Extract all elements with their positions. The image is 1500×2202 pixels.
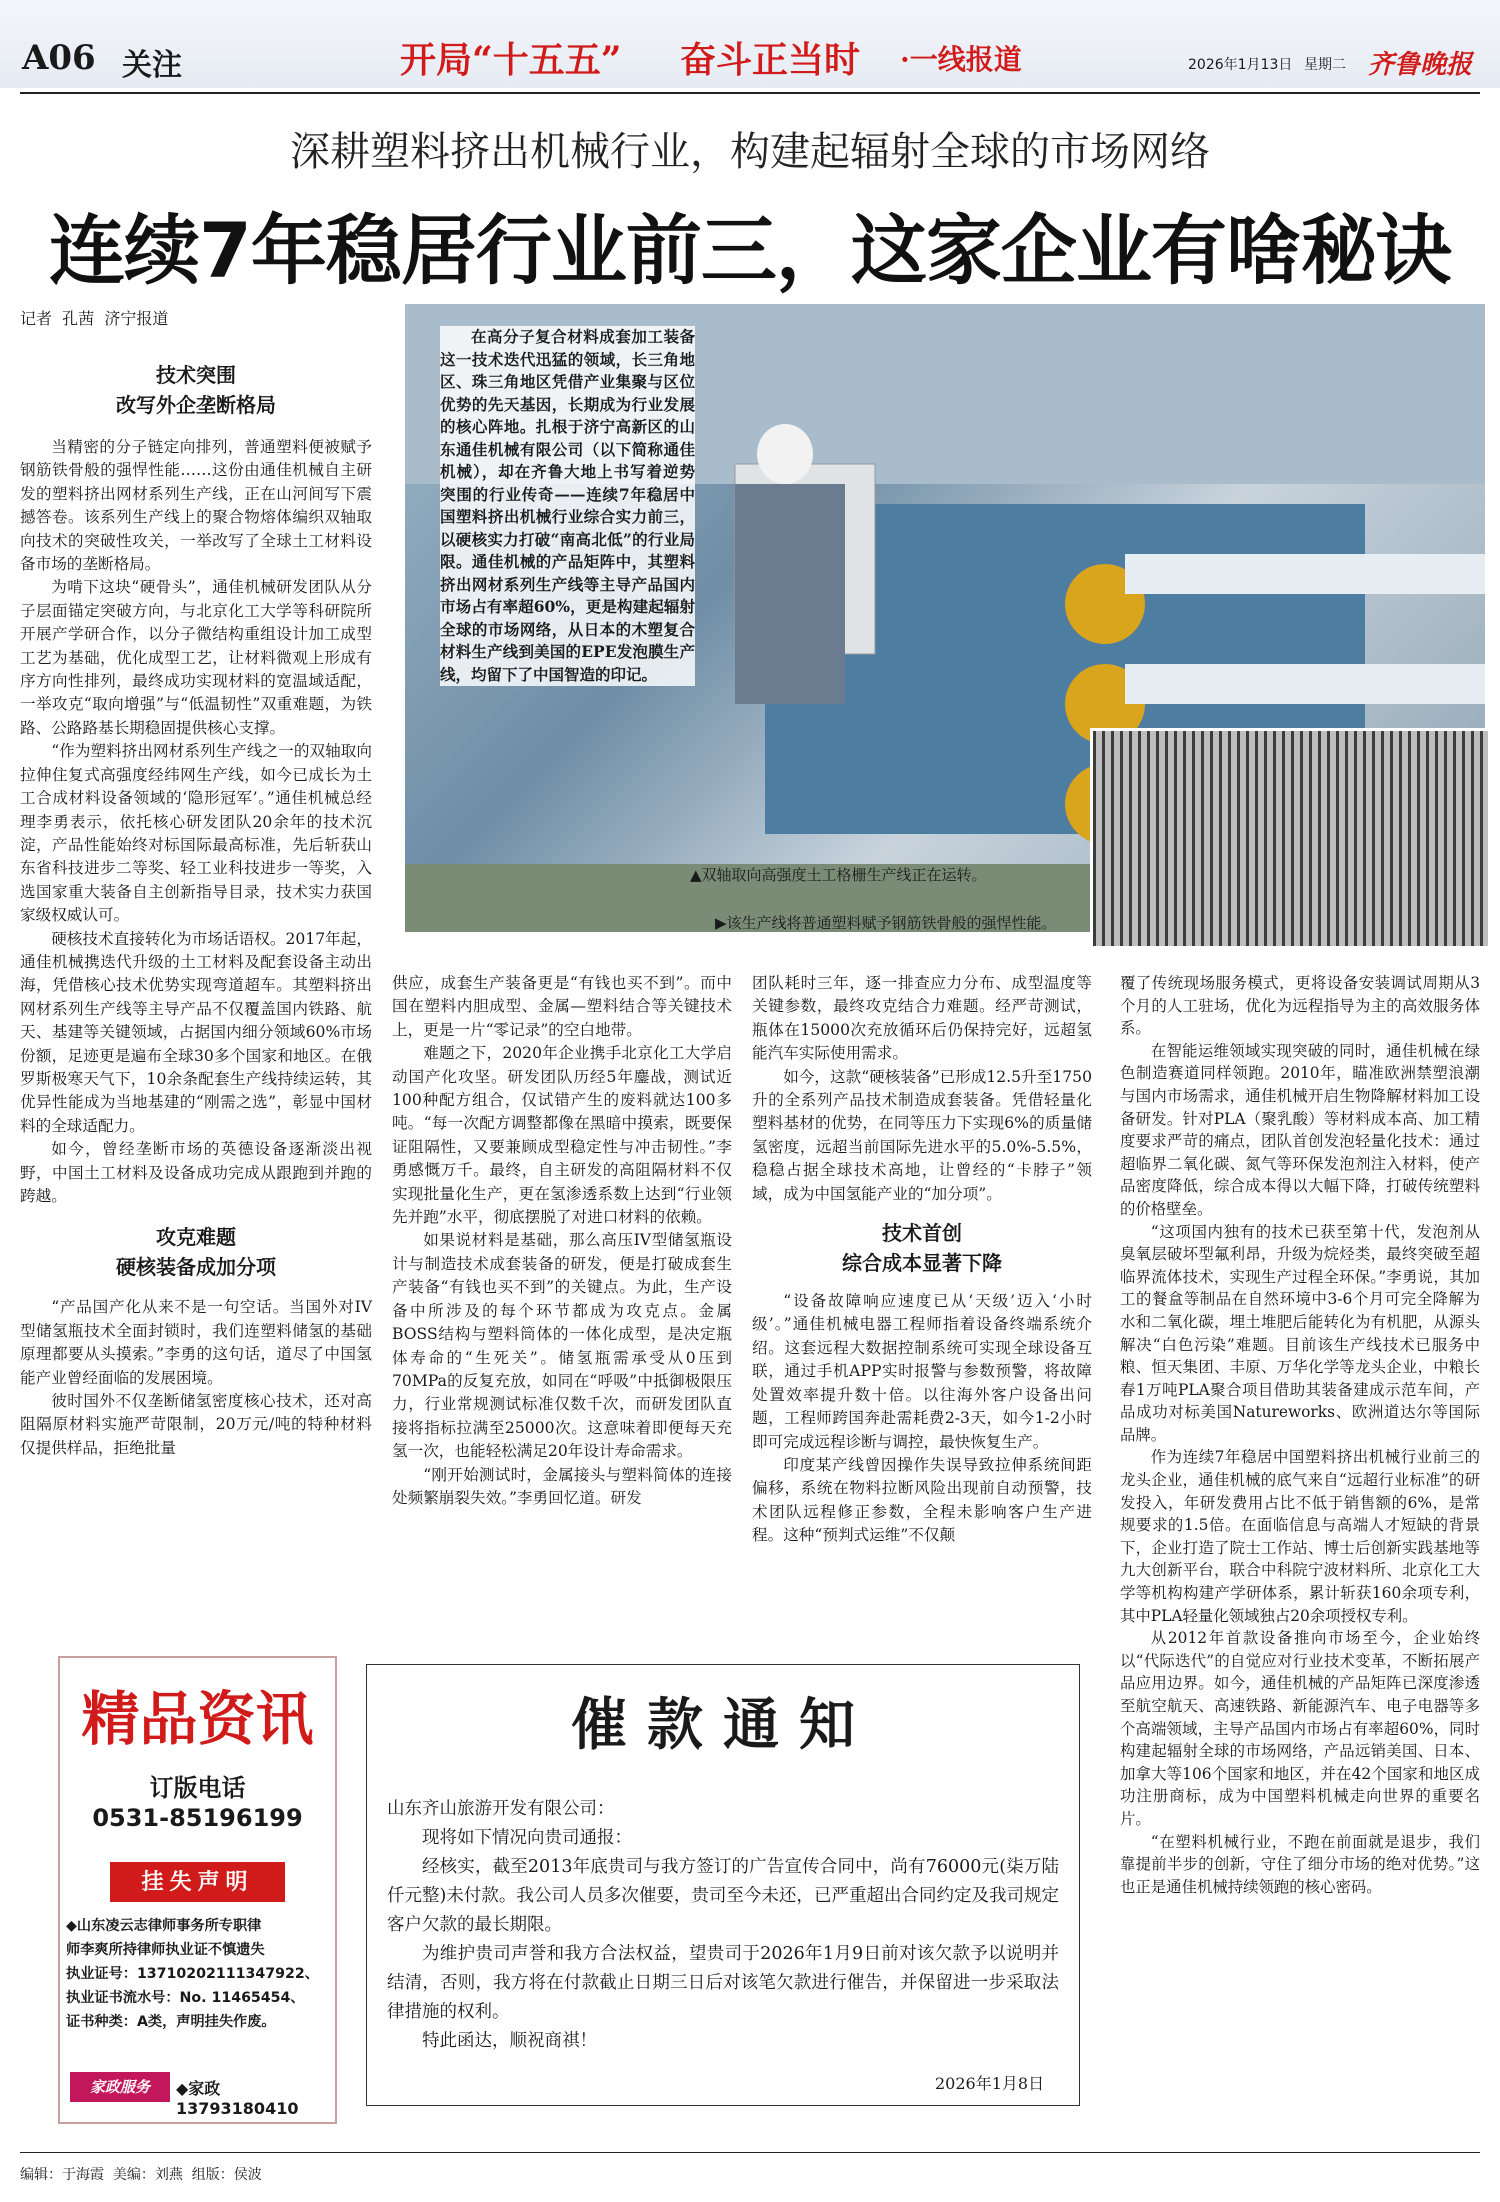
lead-paragraph: 在高分子复合材料成套加工装备这一技术迭代迅猛的领域，长三角地区、珠三角地区凭借产业集聚与区位优势的先天基因，长期成为行业发展的核心阵地。扎根于济宁高新区的山东通佳机械有限公司（以下简称通佳机械），却在齐鲁大地上书写着逆势突围的行业传奇——连续7年稳居中国塑料挤出机械行业综合实力前三，以硬核实力打破“南高北低”的行业局限。通佳机械的产品矩阵中，其塑料挤出网材系列生产线等主导产品国内市场占有率超60%，更是构建起辐射全球的市场网络，从日本的木塑复合材料生产线到美国的EPE发泡膜生产线，均留下了中国智造的印记。 [440,326,695,686]
paragraph: “在塑料机械行业，不跑在前面就是退步，我们靠提前半步的创新，守住了细分市场的绝对优势。”这也正是通佳机械持续领跑的核心密码。 [1120,1832,1480,1896]
section2-body [20,1296,372,1460]
notice-date: 2026年1月8日 [935,2074,1045,2093]
column-3-body-b [752,1290,1092,1547]
section2-heading-2: 硬核装备成加分项 [116,1255,276,1280]
lost-notice-text [66,1914,331,2034]
paragraph: “这项国内独有的技术已获至第十代，发泡剂从臭氧层破坏型氟利昂，升级为烷烃类，最终突破至超临界流体技术，实现生产过程全环保。”李勇说，其加工的餐盒等制品在自然环境中3-6个月可完全降解为水和二氧化碳，埋土堆肥后能转化为有机肥，从源头解决“白色污染”难题。目前该生产线技术已服务中粮、恒天集团、丰原、万华化学等龙头企业，中粮长春1万吨PLA聚合项目借助其装备建成示范车间，产品成功对标美国Natureworks、欧洲道达尔等国际品牌。 [1120,1222,1480,1444]
notice-paragraph: 经核实，截至2013年底贵司与我方签订的广告宣传合同中，尚有76000元(柒万陆仟元整)未付款。我公司人员多次催要，贵司至今未还，已严重超出合同约定及我司规定客户欠款的最长期限。 [387,1857,1059,1935]
issue-date: 2026年1月13日 [1188,57,1293,73]
paragraph: 覆了传统现场服务模式，更将设备安装调试周期从3个月的人工驻场，优化为远程指导为主的高效服务体系。 [1120,974,1480,1038]
paragraph: 硬核技术直接转化为市场话语权。2017年起，通佳机械携迭代升级的土工材料及配套设备主动出海，凭借核心技术优势实现弯道超车。其塑料挤出网材系列生产线等主导产品不仅覆盖国内铁路、航天、基建等关键领域，占据国内细分领域60%市场份额，足迹更是遍布全球30多个国家和地区。在俄罗斯极寒天气下，10余条配套生产线持续运转，其优异性能成为当地基建的“刚需之选”，彰显中国材料的全球适配力。 [20,929,372,1135]
subscribe-phone-label: 订版电话 [149,1774,246,1802]
footer-rule [20,2152,1480,2153]
photo-caption-1: ▲双轴取向高强度土工格栅生产线正在运转。 [690,866,987,884]
lost-notice-tag [110,1862,285,1902]
page-number: A06 [22,38,96,78]
column-3 [752,972,1092,1548]
section1-heading-2: 改写外企垄断格局 [116,393,276,417]
footer-credits: 编辑：于海霞 美编：刘燕 组版：侯波 [20,2167,262,2183]
byline: 记者 孔茜 济宁报道 [20,309,169,328]
payment-notice-box [366,1664,1080,2106]
lost-notice-line: 执业证号：13710202111347922、 [66,1966,319,1982]
classified-ad-box [58,1656,337,2124]
paragraph: 作为连续7年稳居中国塑料挤出机械行业前三的龙头企业，通佳机械的底气来自“远超行业标准”的研发投入，年研发费用占比不低于销售额的6%，是常规要求的1.5倍。在面临信息与高端人才短缺的背景下，企业打造了院士工作站、博士后创新实践基地等九大创新平台，联合中科院宁波材料所、北京化工大学等机构构建产学研体系，累计斩获160余项专利，其中PLA轻量化领域独占20余项授权专利。 [1120,1448,1480,1625]
section1-body [20,436,372,1208]
paragraph: 当精密的分子链定向排列，普通塑料便被赋予钢筋铁骨般的强悍性能……这份由通佳机械自主研发的塑料挤出网材系列生产线，正在山河间写下震撼答卷。该系列生产线上的聚合物熔体编织双轴取向技术的突破性攻关，一举改写了全球土工材料设备市场的垄断格局。 [20,438,372,574]
paragraph: 团队耗时三年，逐一排查应力分布、成型温度等关键参数，最终攻克结合力难题。经严苛测试，瓶体在15000次充放循环后仍保持完好，远超氢能汽车实际使用需求。 [752,974,1092,1063]
photo-caption-2: ▶该生产线将普通塑料赋予钢筋铁骨般的强悍性能。 [715,914,1057,932]
page-header [0,0,1500,88]
lead-text [440,326,695,686]
paragraph: “产品国产化从来不是一句空话。当国外对IV型储氢瓶技术全面封锁时，我们连塑料储氢的基础原理都要从头摸索。”李勇的这句话，道尽了中国氢能产业曾经面临的发展困境。 [20,1298,372,1387]
lost-notice-line: 师李爽所持律师执业证不慎遗失 [66,1942,265,1958]
notice-recipient: 山东齐山旅游开发有限公司： [387,1799,615,1819]
paragraph: 为啃下这块“硬骨头”，通佳机械研发团队从分子层面锚定突破方向，与北京化工大学等科研院所开展产学研合作，以分子微结构重组设计加工成型工艺为基础，优化成型工艺，让材料微观上形成有序方向性排列，最终成功实现材料的宽温域适配，一举攻克“取向增强”与“低温韧性”双重难题，为铁路、公路路基长期稳固提供核心支撑。 [20,578,372,737]
classified-title: 精品资讯 [81,1685,314,1753]
lost-notice-title: 挂失声明 [141,1869,254,1895]
banner-part1: 开局“十五五” [400,39,622,81]
notice-body [387,1795,1059,2056]
section1-heading-1: 技术突围 [156,363,236,387]
housekeeping-tag: 家政服务 [70,2072,170,2102]
lost-notice-line: 证书种类：A类，声明挂失作废。 [66,2014,276,2030]
column-4 [1120,972,1480,1898]
newspaper-logo: 齐鲁晚报 [1368,50,1473,80]
paragraph: 彼时国外不仅垄断储氢密度核心技术，还对高阻隔原材料实施严苛限制，20万元/吨的特种材料仅提供样品，拒绝批量 [20,1392,372,1457]
column-2 [392,972,732,1510]
lost-notice-line: ◆山东凌云志律师事务所专职律 [66,1918,262,1934]
inset-photo [1090,728,1491,949]
paragraph: 在智能运维领域实现突破的同时，通佳机械在绿色制造赛道同样领跑。2010年，瞄准欧洲禁塑浪潮与国内市场需求，通佳机械开启生物降解材料加工设备研发。针对PLA（聚乳酸）等材料成本高、加工精度要求严苛的痛点，团队首创发泡轻量化技术：通过超临界二氧化碳、氮气等环保发泡剂注入材料，使产品密度降低，综合成本得以大幅下降，打破传统塑料的价格壁垒。 [1120,1041,1480,1218]
banner-part3: ·一线报道 [900,43,1022,76]
paragraph: 如今，曾经垄断市场的英德设备逐渐淡出视野，中国土工材料及设备成功完成从跟跑到并跑的跨越。 [20,1140,372,1205]
paragraph: 难题之下，2020年企业携手北京化工大学启动国产化攻坚。研发团队历经5年鏖战，测试近100种配方组合，仅试错产生的废料就达100多吨。“每一次配方调整都像在黑暗中摸索，既要保证阻隔性，又要兼顾成型稳定性与冲击韧性。”李勇感慨万千。最终，自主研发的高阻隔材料不仅实现批量化生产，更在氢渗透系数上达到“行业领先并跑”水平，彻底摆脱了对进口材料的依赖。 [392,1044,732,1227]
notice-paragraph: 为维护贵司声誉和我方合法权益，望贵司于2026年1月9日前对该欠款予以说明并结清，否则，我方将在付款截止日期三日后对该笔欠款进行催告，并保留进一步采取法律措施的权利。 [387,1944,1059,2022]
section2-heading-1: 攻克难题 [156,1225,236,1250]
notice-paragraph: 现将如下情况向贵司通报： [422,1828,632,1848]
article-subtitle: 深耕塑料挤出机械行业，构建起辐射全球的市场网络 [290,129,1210,175]
section3-heading-2: 综合成本显著下降 [842,1251,1002,1276]
paragraph: “刚开始测试时，金属接头与塑料简体的连接处频繁崩裂失效。”李勇回忆道。研发 [392,1465,732,1507]
housekeeping-phone: ◆家政13793180410 [176,2079,299,2118]
header-rule [20,92,1480,94]
article-title: 连续7年稳居行业前三，这家企业有啥秘诀 [49,206,1451,295]
paragraph: “设备故障响应速度已从‘天级’迈入‘小时级’。”通佳机械电器工程师指着设备终端系统介绍。这套远程大数据控制系统可实现全球设备互联，通过手机APP实时报警与参数预警，将故障处置效率提升数十倍。以往海外客户设备出问题，工程师跨国奔赴需耗费2-3天，如今1-2小时即可完成远程诊断与调控，最快恢复生产。 [752,1292,1092,1451]
paragraph: “作为塑料挤出网材系列生产线之一的双轴取向拉伸住复式高强度经纬网生产线，如今已成长为土工合成材料设备领域的‘隐形冠军’。”通佳机械总经理李勇表示，依托核心研发团队20余年的技术沉淀，产品性能始终对标国际最高标准，先后斩获山东省科技进步二等奖、轻工业科技进步一等奖，入选国家重大装备自主创新指导目录，技术实力获国家级权威认可。 [20,742,372,925]
paragraph: 从2012年首款设备推向市场至今，企业始终以“代际迭代”的自觉应对行业技术变革，不断拓展产品应用边界。如今，通佳机械的产品矩阵已深度渗透至航空航天、高速铁路、新能源汽车、电子电器等多个高端领域，主导产品国内市场占有率超60%，同时构建起辐射全球的市场网络，产品远销美国、日本、加拿大等106个国家和地区，并在42个国家和地区成功注册商标，成为中国塑料机械走向世界的重要名片。 [1120,1629,1480,1828]
column-3-body-a [752,972,1092,1206]
notice-paragraph: 特此函达，顺祝商祺！ [422,2031,597,2051]
paragraph: 供应，成套生产装备更是“有钱也买不到”。而中国在塑料内胆成型、金属—塑料结合等关键技术上，更是一片“零记录”的空白地带。 [392,974,732,1039]
paragraph: 印度某产线曾因操作失误导致拉伸系统间距偏移，系统在物料拉断风险出现前自动预警，技术团队远程修正参数，全程未影响客户生产进程。这种“预判式运维”不仅颠 [752,1455,1092,1545]
paragraph: 如今，这款“硬核装备”已形成12.5升至1750升的全系列产品技术制造成套装备。凭借轻量化塑料基材的优势，在同等压力下实现6%的质量储氢密度，远超当前国际先进水平的5.0%-5.5%，稳稳占据全球技术高地，让曾经的“卡脖子”领域，成为中国氢能产业的“加分项”。 [752,1067,1092,1203]
section3-heading-1: 技术首创 [882,1221,962,1246]
lost-notice-line: 执业证书流水号：No. 11465454、 [66,1990,305,2006]
issue-weekday: 星期二 [1304,57,1346,73]
subscribe-phone: 0531-85196199 [92,1804,303,1832]
notice-title: 催款通知 [571,1692,875,1758]
paragraph: 如果说材料是基础，那么高压IV型储氢瓶设计与制造技术成套装备的研发，便是打破成套生产装备“有钱也买不到”的关键点。为此，生产设备中所涉及的每个环节都成为攻克点。金属BOSS结构与塑料筒体的一体化成型，是决定瓶体寿命的“生死关”。储氢瓶需承受从0压到70MPa的反复充放，如同在“呼吸”中抵御极限压力，行业常规测试标准仅数千次，而研发团队直接将指标拉满至25000次。这意味着即便每天充氢一次，也能轻松满足20年设计寿命需求。 [392,1231,732,1461]
banner-part2: 奋斗正当时 [680,39,861,81]
section-name: 关注 [122,48,182,83]
column-1 [20,360,372,1460]
